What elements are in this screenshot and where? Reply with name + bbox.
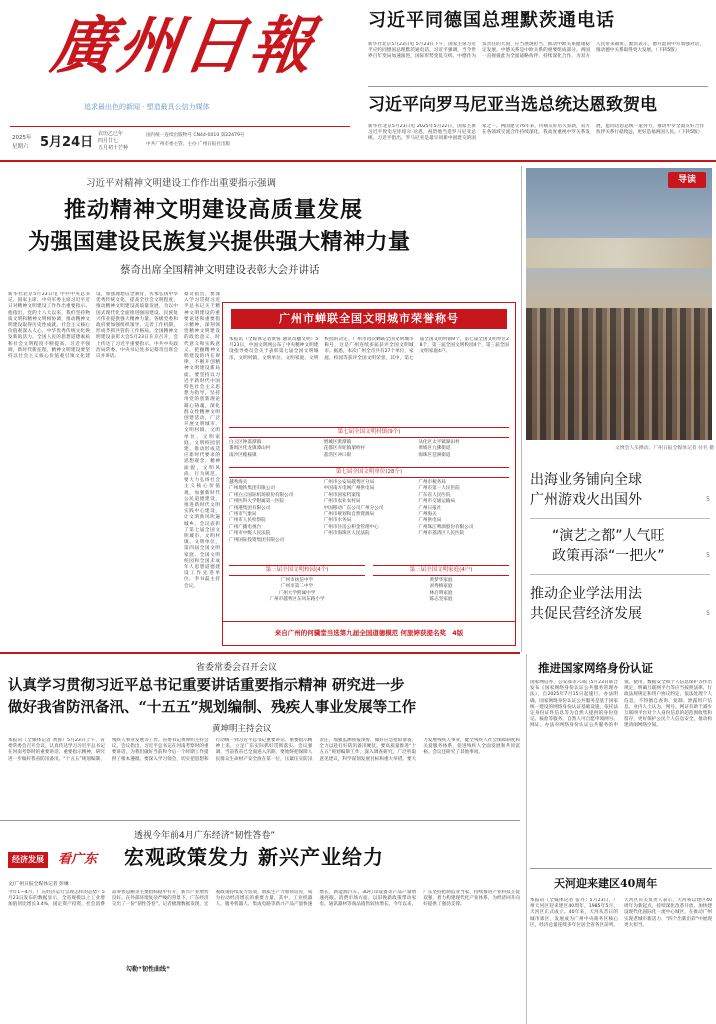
honor-section-title: 第七届全国文明村镇(9个): [229, 427, 509, 438]
lunar-date-2: 四月廿七: [98, 138, 119, 144]
expo-photo: [526, 168, 712, 440]
honor-item: 广州市水务局: [323, 518, 352, 524]
date-main: 5月24日: [40, 135, 94, 150]
top-news-body-1: 新华社北京5月23日电 5月23日下午，国家主席习近平应约同德国总理默茨通电话。习近平强调，当今世界百年变局加速演进，国际形势变乱交织。中德作为负责任的大国，应当展现担当，推动中欧关系健康稳定发展。中德关系是中欧关系的重要组成部分。两国一直视彼此为全面战略伙伴，持续深化合作，为双方人民带来福祉。默茨表示，德方愿同中方加强对话，推动德中关系取得更大发展。（下转5版）: [368, 42, 704, 60]
honor-footer-text: 来自广州的何骥堂当选第九届全国道德模范 何旅婷获提名奖: [274, 629, 446, 637]
provincial-kicker: 省委常委会召开会议: [196, 663, 278, 673]
masthead-slogan: 追求最出色的新闻 · 塑造最具公信力媒体: [84, 103, 210, 111]
guide-item[interactable]: [530, 584, 710, 624]
honor-item: 广州白云国际机场股份有限公司: [229, 492, 294, 498]
honor-list-villages: [229, 440, 509, 459]
honor-item: 广州市执信中学: [280, 578, 314, 583]
lead-body-mid: 蔡奇指出，要深入学习贯彻习近平总书记关于精神文明建设的重要论述和重要指示精神，深刻领悟精神文明建设的政治意义、时代意义和实践意义，把握精神文明建设的内在规律，不断开创精神文明建设新局面。要坚持以习近平新时代中国特色社会主义思想为指导，坚持用党的创新理论凝心铸魂，深化群众性精神文明创建活动，广泛开展文明城市、文明村镇、文明单位、文明家庭、文明校园创建，推动形成适应新时代要求的思想观念、精神面貌、文明风尚、行为规范。要大力弘扬社会主义核心价值观，加强新时代公民道德建设，推进新时代文明实践中心建设，让文明新风吹遍城乡。会议表彰了第七届全国文明城市、文明村镇、文明单位，第四届全国文明家庭、全国文明校园和全国未成年人思想道德建设工作先进单位。李书磊主持会议。: [184, 292, 220, 589]
honor-list-units: [229, 480, 509, 544]
honor-section-villages: [229, 427, 509, 459]
honor-item: 南沙区榄核镇: [229, 452, 257, 458]
guide-item-title-1: 推动企业学法用法: [530, 586, 642, 602]
photo-crowd: [526, 308, 712, 440]
honor-item: 广州广播电视台: [229, 524, 262, 530]
top-news-headline-1: 习近平同德国总理默茨通电话: [368, 10, 615, 31]
economy-column-tag: [8, 852, 48, 868]
honor-section-families: [373, 565, 509, 604]
honor-item: 广州市农业农村局: [323, 499, 361, 505]
honor-item: 林启明家庭: [429, 590, 453, 596]
honor-item: 广州市气象局: [229, 512, 257, 518]
tianhe-rule: [530, 868, 712, 869]
tianhe-headline: 天河迎来建区40周年: [554, 877, 658, 890]
honor-section-title: 第三届全国文明校园(4个): [229, 565, 365, 576]
honor-item: 广州市第二中学: [280, 584, 314, 590]
economy-byline: 文/广州日报全媒体记者 彭琳: [8, 882, 69, 887]
honor-item: 广州国际投资集团有限公司: [229, 537, 285, 543]
honor-section-title: 第三届全国文明家庭(4户): [373, 565, 509, 576]
guide-item-page: 5: [706, 496, 710, 503]
guide-divider: [530, 518, 710, 519]
honor-footer-page: 4版: [452, 629, 464, 637]
honor-item: 广州海关: [418, 512, 437, 518]
tianhe-body: 本报讯（全媒体记者 张丹）5月23日，广州天河区迎来建区40周年。1985年5月，天河区正式成立。40年来，天河从昔日的城市郊区，发展成为广州中央商务区核心区，经济总量连续多年位居全省各区前列。天河区有关负责人表示，天河将以建区40周年为新起点，持续深化改革开放，加快建设现代化国际化一流中心城区，在推动广州实现老城市新活力、“四个出新出彩”中展现更大担当。: [530, 898, 712, 928]
honor-item: 广州市规划和自然资源局: [323, 512, 375, 518]
provincial-subhead: 黄坤明主持会议: [212, 724, 272, 734]
honor-item: 花都区赤坭镇瑞岭村: [323, 446, 366, 452]
honor-item: 中国移动广东公司广州分公司: [323, 505, 384, 511]
honor-item: 广州市海珠区人民法院: [323, 531, 370, 537]
honor-item: 番禺区化龙镇潭山村: [229, 446, 271, 452]
honor-item: 广州市中级人民法院: [229, 531, 271, 537]
digital-id-headline: 推进国家网络身份认证: [538, 661, 653, 675]
honor-item: 白云区钟落潭镇: [229, 440, 262, 445]
honor-item: 广州市越秀区东风东路小学: [269, 597, 325, 603]
lower-rule: [0, 820, 520, 821]
honor-item: 广州珠江啤酒股份有限公司: [418, 524, 474, 530]
provincial-body: 本报讯（全媒体记者 黄蓉）5月23日上午，省委常委会召开会议，认真传达学习习近平总书记在河南考察时的重要讲话、重要指示精神，研究进一步做好我省防汛备汛、“十五五”规划编制、残疾人事业发展等工作。省委书记黄坤明主持会议。会议指出，习近平总书记在河南考察时的重要讲话，为我们做好当前和今后一个时期工作提供了根本遵循。要深入学习领会，切实把思想和行动统一到习近平总书记重要讲话、重要指示精神上来，立足广东实际抓好贯彻落实。会议强调，当前我省已全面进入汛期，要始终把保障人民群众生命财产安全放在第一位，压紧压实防汛责任，加强监测预报预警，做好应急抢险准备，全力以赴打好防汛备汛硬仗。要高质量推进“十五五”规划编制工作，深入调查研究，广泛听取意见建议，科学谋划发展目标和重大举措。要大力发展残疾人事业，健全残疾人社会保障制度和关爱服务体系，促进残疾人全面发展和共同富裕。会议还研究了其他事项。: [8, 738, 520, 762]
honor-item: 广州市第一人民医院: [418, 486, 460, 492]
honor-item: 陈志坚家庭: [429, 597, 453, 603]
honor-section-title: 第七届全国文明单位(28个): [229, 467, 509, 478]
honor-item: 增城区派潭镇: [323, 440, 352, 445]
honor-item: 广州大学附属中学: [278, 590, 316, 596]
guide-divider: [530, 574, 710, 575]
honor-item: 广州市住房公积金管理中心: [323, 524, 379, 530]
honor-item: 荔湾区冲口街: [323, 452, 352, 458]
mid-rule: [0, 652, 520, 654]
honor-item: 黄梦华家庭: [429, 578, 453, 583]
honor-item: 黄埔区九佛街道: [418, 446, 451, 452]
honor-box-intro: 本报讯（全媒体记者黄蓉 通讯员穗文明）5月23日，中国文明网公布了中央精神文明建设指导委员会关于表彰第七届全国文明城市、文明村镇、文明单位、文明家庭、文明校园的决定。广州市再次蝉联全国文明城市称号，这是广州连续多届获评全国文明城市。据悉，本次广州全市共有27个单位、家庭、校园等获评全国文明荣誉。其中，第七届全国文明村镇9个，第七届全国文明单位28个，第三届全国文明校园4个，第三届全国文明家庭4户。: [229, 337, 509, 361]
lead-subhead: 蔡奇出席全国精神文明建设表彰大会并讲话: [120, 264, 320, 276]
sidebar-divider: [521, 166, 522, 652]
publisher-line: 中共广州市委主管、主办 广州日报社出版: [146, 142, 231, 147]
honor-box-title-text: 广州市蝉联全国文明城市荣誉称号: [279, 312, 459, 325]
top-news-divider: [368, 86, 708, 87]
economy-column-tag-2: 看广东: [58, 852, 98, 867]
honor-item: 越秀海关: [229, 480, 248, 485]
right-col-divider: [526, 654, 527, 1024]
economy-column-tag-text: 经济发展: [12, 855, 44, 864]
guide-item-page: 5: [706, 552, 710, 559]
honor-item: 广州市交通运输局: [418, 499, 456, 505]
lunar-date-3: 五月初十芒种: [98, 145, 129, 151]
guide-item[interactable]: [530, 526, 710, 566]
honor-item: 广州港集团有限公司: [229, 505, 271, 511]
guide-item-title-2: 政策再添“一把火”: [552, 548, 665, 564]
lead-headline-2: 为强国建设民族复兴提供强大精神力量: [28, 229, 411, 255]
honor-item: 广东省人民医院: [418, 492, 451, 498]
top-news-headline-2: 习近平向罗马尼亚当选总统达恩致贺电: [368, 95, 657, 115]
provincial-headline-2: 做好我省防汛备汛、“十五五”规划编制、残疾人事业发展等工作: [8, 699, 417, 716]
honor-item: 广州医科大学附属第一医院: [229, 499, 285, 505]
honor-item: 广州市税务局: [418, 480, 446, 485]
economy-kicker: 透视今年前4月广东经济“韧性答卷”: [134, 831, 276, 841]
honor-item: 海珠区琶洲街道: [418, 452, 451, 458]
honor-box-footer: [223, 621, 515, 644]
honor-item: 从化区太平镇湖田村: [418, 440, 460, 445]
guide-tag-text: 导读: [677, 175, 696, 185]
digital-id-body: 国家网信办、公安部等六部门5月23日联合发布《国家网络身份认证公共服务管理办法》，自2025年7月15日起施行。办法明确，国家网络身份认证公共服务是基于国家统一建设的网络身份认证基础设施，依托法定身份证件信息等为自然人提供的身份登记、核验等服务。自然人可自愿申领网号、网证。办法对网络身份认证公共服务的申领、使用、数据安全和个人信息保护等作出规定，明确互联网平台等应当按照法律、行政法规规定和用户协议约定，依法处理个人信息，不得擅自查询、复制、泄露用户信息。业内人士认为，网号、网证有助于减少互联网平台对个人身份信息的超范围收集和留存，更好保护公民个人信息安全，推动构建清朗网络空间。: [530, 680, 712, 729]
issn-line: 国内统一连续出版物号 CN44-0010 第22479号: [146, 133, 245, 138]
honor-item: 广州供电局: [418, 518, 442, 524]
honor-box: [222, 302, 516, 646]
honor-item: 广州日报社: [418, 505, 442, 511]
guide-item[interactable]: [530, 470, 710, 510]
newspaper-logo: 廣州日報: [46, 9, 322, 82]
lead-body-left: 新华社北京5月23日电 中共中央总书记、国家主席、中央军委主席习近平近日对精神文明建设工作作出重要指示。他指出，党的十八大以来，我们坚持物质文明和精神文明相协调，推动精神文明建设取得历史性成就。社会主义核心价值观深入人心，中华优秀传统文化焕发新的活力，全国人民的思想道德素质和社会文明程度不断提高。习近平强调，新时代新征程，精神文明建设要坚持以社会主义核心价值观引领文化建设，加强理想信念教育，传承弘扬中华优秀传统文化，提高全社会文明程度，推动精神文明建设高质量发展，为以中国式现代化全面推进强国建设、民族复兴伟业提供强大精神力量。各级党委和政府要加强组织领导，完善工作机制，形成齐抓共管的工作格局。全国精神文明建设表彰大会5月23日在京召开，会上传达了习近平重要指示。中共中央政治局常委、中央书记处书记蔡奇出席会议并讲话。: [8, 292, 178, 360]
photo-banner: [526, 238, 712, 268]
date-year: 2025年: [12, 135, 32, 141]
honor-section-units: [229, 467, 509, 544]
lead-headline-1: 推动精神文明建设高质量发展: [64, 197, 364, 223]
lead-kicker: 习近平对精神文明建设工作作出重要指示强调: [86, 178, 277, 189]
provincial-headline-1: 认真学习贯彻习近平总书记重要讲话重要指示精神 研究进一步: [8, 677, 405, 694]
photo-caption: 文博会人头攒动。广州日报全媒体记者 付名 摄: [615, 446, 714, 451]
masthead-divider: [10, 126, 350, 127]
guide-item-page: 5: [706, 610, 710, 617]
guide-item-title-2: 广州游戏火出国外: [530, 492, 642, 508]
top-news-body-2: 新华社北京5月23日电 2025年5月22日，国家主席习近平致电尼库绍尔·达恩，祝贺他当选罗马尼亚总统。习近平指出，罗马尼亚是最早同新中国建交的国家之一。两国建交76年来，传统友好历久弥新，双方在各领域交流合作持续深化。我高度重视中罗关系发展，愿同达恩总统一道努力，推动中罗全面友好合作伙伴关系行稳致远，更好造福两国人民。（下转5版）: [368, 124, 704, 142]
date-weekday: 星期六: [12, 144, 29, 150]
honor-item: 广州市公安局越秀区分局: [323, 480, 375, 485]
guide-item-title-1: “演艺之都”人气旺: [552, 528, 665, 544]
economy-headline: 宏观政策发力 新兴产业给力: [124, 845, 384, 869]
guide-item-title-1: 出海业务铺向全球: [530, 472, 642, 488]
guide-tag: [668, 172, 706, 188]
honor-section-schools: [229, 565, 365, 604]
honor-item: 广州市国家档案馆: [323, 492, 361, 498]
honor-item: 广州市荔湾区人民医院: [418, 531, 465, 537]
guide-item-title-2: 共促民营经济发展: [530, 606, 642, 622]
honor-item: 广州市人民检察院: [229, 518, 266, 524]
honor-box-title: [231, 309, 507, 329]
honor-item: 刘秀梅家庭: [429, 584, 453, 590]
lunar-date-1: 农历乙巳年: [98, 131, 124, 137]
header-rule: [0, 160, 716, 162]
economy-subsection: 勾勒“韧性曲线”: [126, 964, 216, 973]
honor-item: 广州地铁集团有限公司: [229, 486, 275, 492]
honor-item: 中国南方电网广州供电局: [323, 486, 375, 492]
economy-body: 今年1—4月，广东经济运行呈现怎样的态势？5月23日发布的数据显示，全省规模以上工业增加值同比增长3.4%，固定资产投资、社会消费品零售总额等主要指标稳中有升，新兴产业增势良好。在外部环境复杂严峻的背景下，广东经济交出了一份“韧性答卷”。记者梳理数据发现，宏观政策持续发力显效，新质生产力加快培育，成为拉动经济增长的重要力量。其中，工业机器人、服务机器人、集成电路等新兴产品产量快速增长，新能源汽车、3D打印设备等产品产量增速亮眼。消费市场方面，以旧换新政策带动家电、通讯器材等商品销售较快增长。今年以来，广东坚持把制造业当家，持续推进产业科技互促双强，着力构建现代化产业体系，为经济回升向好提供了强劲支撑。: [8, 890, 520, 908]
